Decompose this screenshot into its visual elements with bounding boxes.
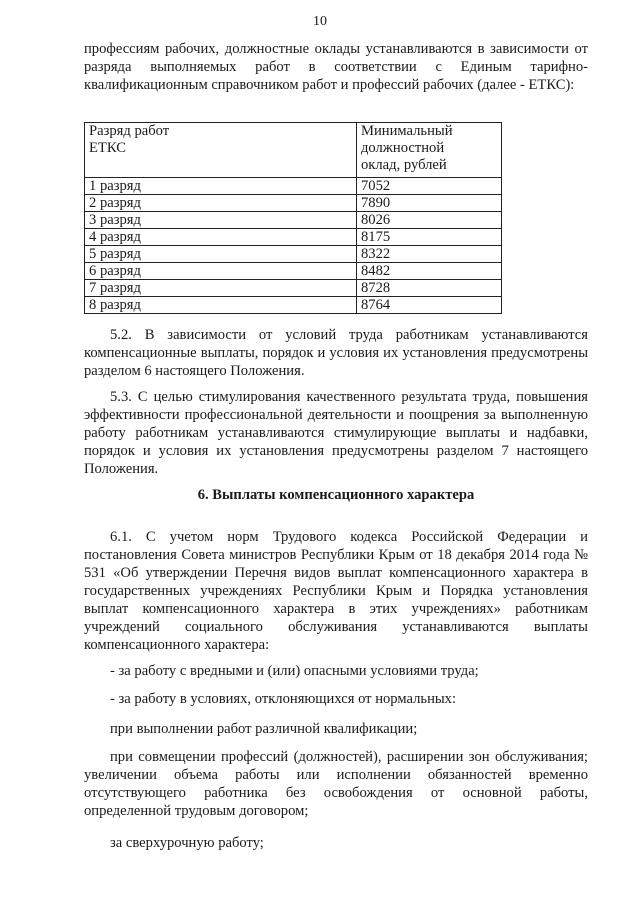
paragraph-6-1: 6.1. С учетом норм Трудового кодекса Российской Федерации и постановления Совета министров Республики Крым от 18 декабря 2014 года № 531 «Об утверждении Перечня видов выплат компенсационного характера в государственных учреждениях Республики Крым и Порядка установления выплат компенсационного характера в этих учреждениях» работникам учреждений социального обслуживания устанавливаются выплаты компенсационного характера:	[84, 529, 588, 653]
salary-cell: 8026	[357, 212, 502, 229]
grade-cell: 1 разряд	[85, 178, 357, 195]
list-item-abnormal-conditions: - за работу в условиях, отклоняющихся от нормальных:	[110, 691, 457, 707]
table-row	[85, 212, 502, 229]
grade-cell: 4 разряд	[85, 229, 357, 246]
paragraph-5-3: 5.3. С целью стимулирования качественного результата труда, повышения эффективности профессиональной деятельности и поощрения за выполненную работу работникам устанавливаются стимулирующие выплаты и надбавки, порядок и условия их установления предусмотрены разделом 7 настоящего Положения.	[84, 389, 588, 477]
salary-cell: 8764	[357, 297, 502, 314]
table-row	[85, 297, 502, 314]
intro-paragraph: профессиям рабочих, должностные оклады устанавливаются в зависимости от разряда выполняемых работ в соответствии с Единым тарифно-квалификационным справочником работ и профессий рабочих (далее - ЕТКС):	[84, 41, 588, 93]
section-6-heading: 6. Выплаты компенсационного характера	[197, 487, 475, 503]
list-item-different-qualification: при выполнении работ различной квалификации;	[110, 721, 418, 737]
table-row	[85, 178, 502, 195]
table-row	[85, 280, 502, 297]
salary-cell: 8728	[357, 280, 502, 297]
list-item-combining-professions: при совмещении профессий (должностей), расширении зон обслуживания; увеличении объема работы или исполнении обязанностей временно отсутствующего работника без освобождения от основной работы, определенной трудовым договором;	[84, 749, 588, 819]
salary-cell: 8322	[357, 246, 502, 263]
list-item-harmful-conditions: - за работу с вредными и (или) опасными условиями труда;	[110, 663, 479, 679]
table-row	[85, 195, 502, 212]
grade-cell: 8 разряд	[85, 297, 357, 314]
table-row	[85, 229, 502, 246]
salary-cell: 8482	[357, 263, 502, 280]
grade-cell: 3 разряд	[85, 212, 357, 229]
page-number: 10	[313, 14, 327, 29]
salary-cell: 7890	[357, 195, 502, 212]
table-header-salary: Минимальный должностной оклад, рублей	[357, 123, 502, 178]
grade-cell: 7 разряд	[85, 280, 357, 297]
salary-cell: 7052	[357, 178, 502, 195]
grade-cell: 5 разряд	[85, 246, 357, 263]
grade-cell: 2 разряд	[85, 195, 357, 212]
salary-cell: 8175	[357, 229, 502, 246]
table-header-grade: Разряд работ ЕТКС	[85, 123, 357, 178]
paragraph-5-2: 5.2. В зависимости от условий труда работникам устанавливаются компенсационные выплаты, порядок и условия их установления предусмотрены разделом 6 настоящего Положения.	[84, 327, 588, 379]
list-item-overtime: за сверхурочную работу;	[110, 835, 264, 851]
table-header-row	[85, 123, 502, 178]
salary-table	[84, 122, 502, 314]
table-row	[85, 246, 502, 263]
grade-cell: 6 разряд	[85, 263, 357, 280]
table-row	[85, 263, 502, 280]
